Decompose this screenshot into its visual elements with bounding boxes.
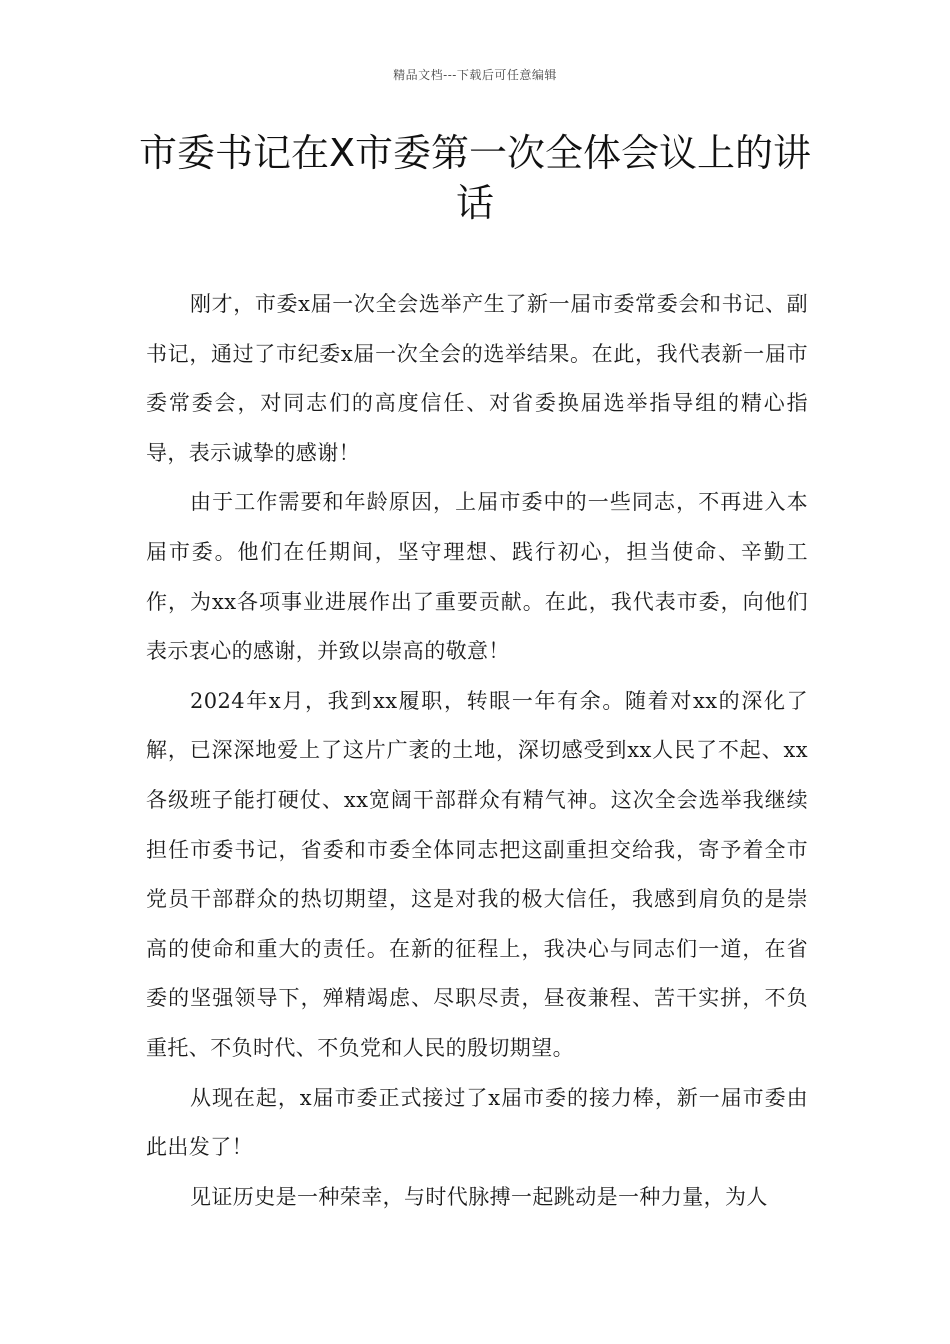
paragraph-5: 见证历史是一种荣幸，与时代脉搏一起跳动是一种力量，为人 xyxy=(190,1184,768,1209)
paragraph-3: 2024年x月，我到xx履职，转眼一年有余。随着对xx的深化了解，已深深地爱上了这片广袤的土地，深切感受到xx人民了不起、xx各级班子能打硬仗、xx宽阔干部群众有精气神。这次全会选举我继续担任市委书记，省委和市委全体同志把这副重担交给我，寄予着全市党员干部群众的热切期望，这是对我的极大信任，我感到肩负的是崇高的使命和重大的责任。在新的征程上，我决心与同志们一道，在省委的坚强领导下，殚精竭虑、尽职尽责，昼夜兼程、苦干实拼，不负重托、不负时代、不负党和人民的殷切期望。 xyxy=(146,688,808,1060)
paragraph-4: 从现在起，x届市委正式接过了x届市委的接力棒，新一届市委由此出发了！ xyxy=(146,1085,808,1160)
document-body xyxy=(146,280,808,1222)
document-title: 市委书记在X市委第一次全体会议上的讲话 xyxy=(138,131,812,225)
header-note: 精品文档---下载后可任意编辑 xyxy=(393,68,557,82)
paragraph-1: 刚才，市委x届一次全会选举产生了新一届市委常委会和书记、副书记，通过了市纪委x届一次全会的选举结果。在此，我代表新一届市委常委会，对同志们的高度信任、对省委换届选举指导组的精心指导，表示诚挚的感谢！ xyxy=(146,292,808,465)
paragraph-2: 由于工作需要和年龄原因，上届市委中的一些同志，不再进入本届市委。他们在任期间，坚守理想、践行初心，担当使命、辛勤工作，为xx各项事业进展作出了重要贡献。在此，我代表市委，向他们表示衷心的感谢，并致以崇高的敬意！ xyxy=(146,490,808,664)
